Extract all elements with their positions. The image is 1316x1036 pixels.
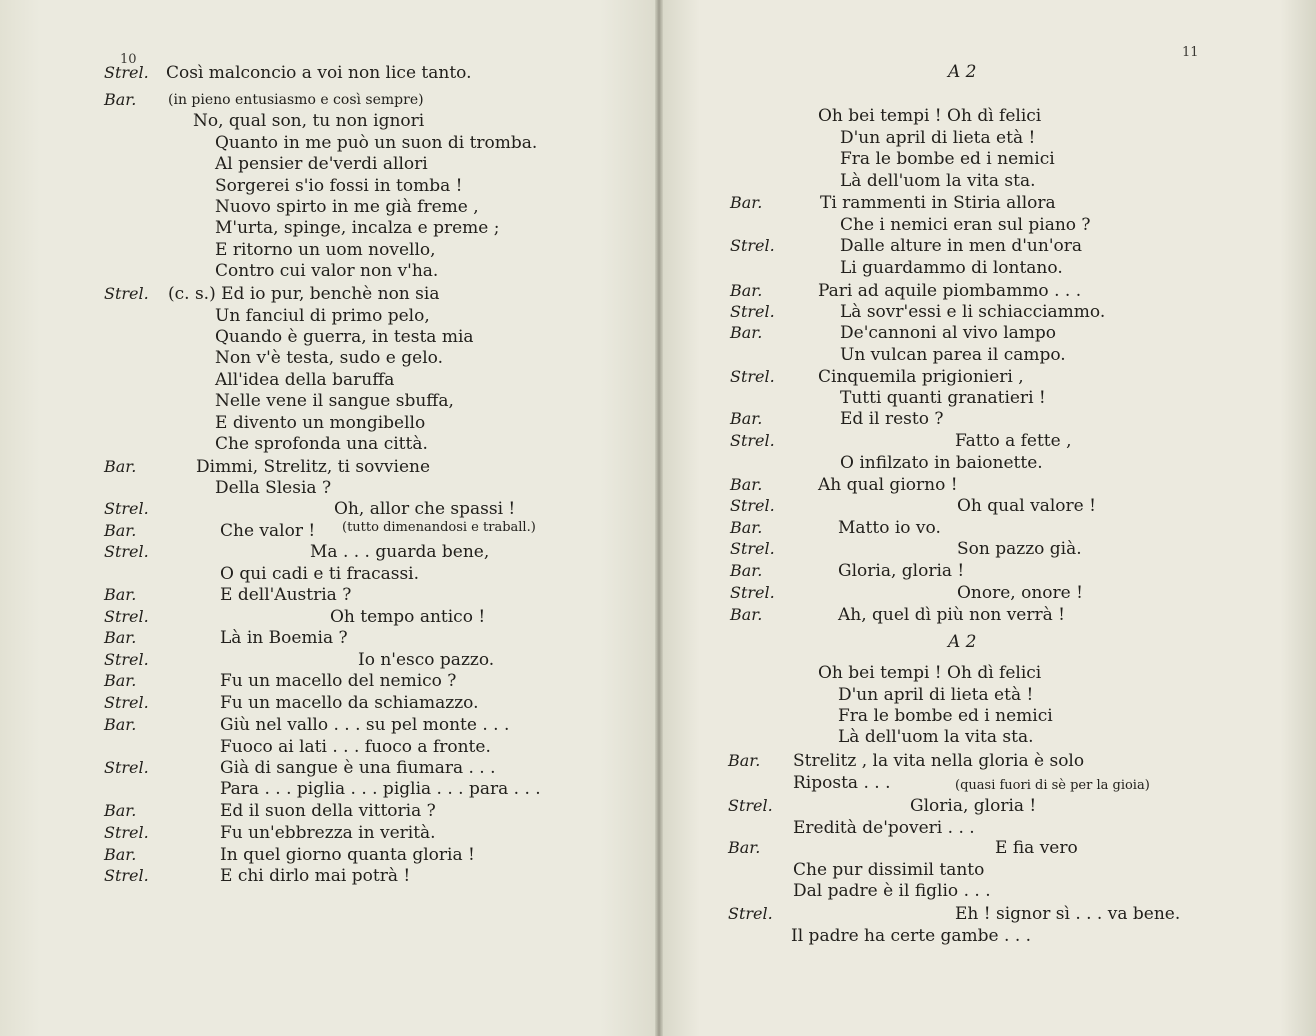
stage-direction-left: (tutto dimenandosi e traball.) [342, 520, 536, 535]
verse-line: M'urta, spinge, incalza e preme ; [215, 218, 500, 238]
verse-line: Cinquemila prigionieri , [818, 367, 1024, 387]
verse-line: All'idea della baruffa [215, 370, 395, 390]
speaker-label: Bar. [730, 561, 763, 580]
speaker-label: Bar. [104, 715, 137, 734]
verse-line: E ritorno un uom novello, [215, 240, 436, 260]
verse-line: E fia vero [995, 838, 1078, 858]
verse-line: Là dell'uom la vita sta. [840, 171, 1036, 191]
verse-line: Un vulcan parea il campo. [840, 345, 1066, 365]
verse-line: Che pur dissimil tanto [793, 860, 985, 880]
speaker-label: Bar. [730, 409, 763, 428]
verse-line: Non v'è testa, sudo e gelo. [215, 348, 443, 368]
speaker-label: Strel. [730, 496, 775, 515]
verse-line: Strelitz , la vita nella gloria è solo [793, 751, 1085, 771]
speaker-label: Bar. [730, 323, 763, 342]
verse-line: Giù nel vallo . . . su pel monte . . . [220, 715, 510, 735]
verse-line: Quanto in me può un suon di tromba. [215, 133, 538, 153]
speaker-label: Strel. [730, 583, 775, 602]
duet-heading-1: A 2 [948, 62, 977, 82]
verse-line: In quel giorno quanta gloria ! [220, 845, 475, 865]
speaker-label: Strel. [730, 236, 775, 255]
verse-line: (in pieno entusiasmo e così sempre) [168, 92, 424, 108]
verse-line: Là dell'uom la vita sta. [838, 727, 1034, 747]
speaker-label: Strel. [104, 866, 149, 885]
speaker-label: Bar. [104, 671, 137, 690]
verse-line: Onore, onore ! [957, 583, 1083, 603]
speaker-label: Strel. [730, 431, 775, 450]
verse-line: Contro cui valor non v'ha. [215, 261, 439, 281]
speaker-label: Bar. [104, 457, 137, 476]
verse-line: Oh bei tempi ! Oh dì felici [818, 663, 1042, 683]
verse-line: Pari ad aquile piombammo . . . [818, 281, 1082, 301]
verse-line: Riposta . . . [793, 773, 891, 793]
verse-line: Là in Boemia ? [220, 628, 348, 648]
verse-line: Ah, quel dì più non verrà ! [838, 605, 1065, 625]
verse-line: Dalle alture in men d'un'ora [840, 236, 1082, 256]
verse-line: Ti rammenti in Stiria allora [820, 193, 1056, 213]
verse-line: Dal padre è il figlio . . . [793, 881, 991, 901]
verse-line: Ah qual giorno ! [818, 475, 958, 495]
verse-line: Fra le bombe ed i nemici [838, 706, 1053, 726]
speaker-label: Bar. [730, 193, 763, 212]
verse-line: Ed il resto ? [840, 409, 944, 429]
verse-line: Al pensier de'verdi allori [215, 154, 428, 174]
verse-line: Fatto a fette , [955, 431, 1072, 451]
verse-line: Il padre ha certe gambe . . . [791, 926, 1032, 946]
verse-line: E divento un mongibello [215, 413, 426, 433]
verse-line: Matto io vo. [838, 518, 941, 538]
verse-line: Che sprofonda una città. [215, 434, 428, 454]
speaker-label: Strel. [104, 284, 149, 303]
verse-line: O infilzato in baionette. [840, 453, 1043, 473]
page-number-left: 10 [120, 52, 137, 67]
verse-line: Quando è guerra, in testa mia [215, 327, 474, 347]
verse-line: Ed il suon della vittoria ? [220, 801, 436, 821]
speaker-label: Strel. [104, 607, 149, 626]
book-gutter [655, 0, 663, 1036]
verse-line: No, qual son, tu non ignori [193, 111, 425, 131]
verse-line: D'un april di lieta età ! [840, 128, 1036, 148]
verse-line: Un fanciul di primo pelo, [215, 306, 430, 326]
verse-line: Là sovr'essi e li schiacciammo. [840, 302, 1106, 322]
verse-line: (c. s.) Ed io pur, benchè non sia [168, 284, 440, 304]
speaker-label: Bar. [104, 801, 137, 820]
verse-line: Son pazzo già. [957, 539, 1082, 559]
verse-line: Gloria, gloria ! [838, 561, 965, 581]
speaker-label: Strel. [104, 499, 149, 518]
verse-line: Già di sangue è una fiumara . . . [220, 758, 496, 778]
verse-line: Oh, allor che spassi ! [334, 499, 516, 519]
speaker-label: Bar. [730, 518, 763, 537]
verse-line: E chi dirlo mai potrà ! [220, 866, 411, 886]
speaker-label: Strel. [104, 758, 149, 777]
verse-line: Che i nemici eran sul piano ? [840, 215, 1091, 235]
speaker-label: Strel. [104, 650, 149, 669]
verse-line: Oh tempo antico ! [330, 607, 486, 627]
speaker-label: Bar. [104, 521, 137, 540]
speaker-label: Bar. [730, 605, 763, 624]
verse-line: Fu un'ebbrezza in verità. [220, 823, 436, 843]
speaker-label: Bar. [730, 475, 763, 494]
verse-line: Così malconcio a voi non lice tanto. [166, 63, 472, 83]
speaker-label: Bar. [728, 838, 761, 857]
speaker-label: Bar. [104, 90, 137, 109]
verse-line: Nelle vene il sangue sbuffa, [215, 391, 454, 411]
page-number-right: 11 [1182, 45, 1199, 60]
speaker-label: Strel. [104, 542, 149, 561]
speaker-label: Strel. [104, 823, 149, 842]
verse-line: Eh ! signor sì . . . va bene. [955, 904, 1181, 924]
verse-line: Para . . . piglia . . . piglia . . . para . . . [220, 779, 541, 799]
verse-line: Eredità de'poveri . . . [793, 818, 975, 838]
speaker-label: Strel. [730, 302, 775, 321]
verse-line: Che valor ! [220, 521, 316, 541]
speaker-label: Strel. [104, 63, 149, 82]
verse-line: Oh qual valore ! [957, 496, 1096, 516]
verse-line: Fu un macello del nemico ? [220, 671, 457, 691]
speaker-label: Strel. [730, 539, 775, 558]
verse-line: O qui cadi e ti fracassi. [220, 564, 420, 584]
verse-line: Tutti quanti granatieri ! [840, 388, 1046, 408]
verse-line: De'cannoni al vivo lampo [840, 323, 1057, 343]
verse-line: Fra le bombe ed i nemici [840, 149, 1055, 169]
verse-line: Dimmi, Strelitz, ti sovviene [196, 457, 431, 477]
speaker-label: Bar. [104, 585, 137, 604]
verse-line: Fuoco ai lati . . . fuoco a fronte. [220, 737, 491, 757]
verse-line: Io n'esco pazzo. [358, 650, 495, 670]
verse-line: Sorgerei s'io fossi in tomba ! [215, 176, 463, 196]
verse-line: D'un april di lieta età ! [838, 685, 1034, 705]
verse-line: Ma . . . guarda bene, [310, 542, 490, 562]
verse-line: Fu un macello da schiamazzo. [220, 693, 479, 713]
verse-line: Li guardammo di lontano. [840, 258, 1063, 278]
speaker-label: Bar. [730, 281, 763, 300]
duet-heading-2: A 2 [948, 632, 977, 652]
speaker-label: Bar. [104, 628, 137, 647]
stage-direction-right: (quasi fuori di sè per la gioia) [955, 778, 1150, 793]
speaker-label: Strel. [728, 796, 773, 815]
verse-line: Nuovo spirto in me già freme , [215, 197, 479, 217]
verse-line: Gloria, gloria ! [910, 796, 1037, 816]
speaker-label: Strel. [730, 367, 775, 386]
verse-line: Della Slesia ? [215, 478, 332, 498]
verse-line: Oh bei tempi ! Oh dì felici [818, 106, 1042, 126]
speaker-label: Strel. [104, 693, 149, 712]
speaker-label: Bar. [104, 845, 137, 864]
speaker-label: Strel. [728, 904, 773, 923]
verse-line: E dell'Austria ? [220, 585, 352, 605]
speaker-label: Bar. [728, 751, 761, 770]
